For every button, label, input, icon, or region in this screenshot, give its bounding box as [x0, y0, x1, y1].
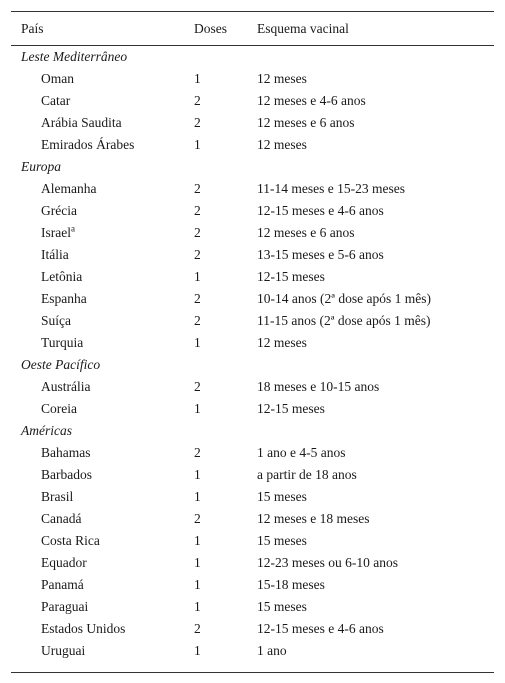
vaccine-schedule-table	[11, 11, 494, 673]
country-name: Turquia	[41, 335, 84, 350]
table-row	[11, 266, 494, 288]
country-cell	[41, 68, 74, 90]
country-cell	[41, 90, 70, 112]
table-row	[11, 90, 494, 112]
table-row	[11, 486, 494, 508]
scheme-cell: 12 meses e 4-6 anos	[257, 93, 366, 108]
table-row	[11, 222, 494, 244]
doses-cell: 1	[194, 401, 201, 416]
table-row	[11, 508, 494, 530]
country-name: Oman	[41, 71, 74, 86]
scheme-cell: 18 meses e 10-15 anos	[257, 379, 380, 394]
country-cell	[41, 464, 92, 486]
scheme-cell: 12 meses	[257, 335, 307, 350]
scheme-cell: 12 meses e 18 meses	[257, 511, 370, 526]
table-row	[11, 640, 494, 662]
scheme-cell: 15 meses	[257, 599, 307, 614]
footnote-marker: a	[70, 223, 75, 234]
country-name: Espanha	[41, 291, 87, 306]
country-cell	[41, 288, 87, 310]
country-name: Estados Unidos	[41, 621, 126, 636]
country-cell	[41, 376, 91, 398]
doses-cell: 2	[194, 379, 201, 394]
country-cell	[41, 332, 83, 354]
region-row	[11, 420, 494, 442]
scheme-cell: 15 meses	[257, 489, 307, 504]
country-cell	[41, 112, 122, 134]
region-label: Américas	[21, 423, 72, 438]
country-name: Coreia	[41, 401, 77, 416]
country-name: Suíça	[41, 313, 71, 328]
table-row	[11, 134, 494, 156]
scheme-cell: 12 meses e 6 anos	[257, 115, 355, 130]
table-row	[11, 398, 494, 420]
country-cell	[41, 508, 81, 530]
doses-cell: 2	[194, 225, 201, 240]
doses-cell: 1	[194, 555, 201, 570]
region-row	[11, 354, 494, 376]
doses-cell: 2	[194, 313, 201, 328]
doses-cell: 1	[194, 643, 201, 658]
country-name: Austrália	[41, 379, 91, 394]
doses-cell: 1	[194, 137, 201, 152]
country-name: Barbados	[41, 467, 92, 482]
country-name: Costa Rica	[41, 533, 100, 548]
country-cell	[41, 530, 100, 552]
table-row	[11, 244, 494, 266]
doses-cell: 1	[194, 599, 201, 614]
scheme-cell: 12-15 meses	[257, 401, 325, 416]
country-cell	[41, 574, 84, 596]
table-row	[11, 112, 494, 134]
scheme-cell: 12 meses	[257, 71, 307, 86]
table-row	[11, 596, 494, 618]
country-cell	[41, 552, 87, 574]
doses-cell: 1	[194, 489, 201, 504]
doses-cell: 2	[194, 181, 201, 196]
country-cell	[41, 596, 88, 618]
table-row	[11, 464, 494, 486]
scheme-cell: 11-14 meses e 15-23 meses	[257, 181, 405, 196]
table-row	[11, 574, 494, 596]
table-row	[11, 376, 494, 398]
scheme-cell: 15 meses	[257, 533, 307, 548]
scheme-cell: a partir de 18 anos	[257, 467, 357, 482]
doses-cell: 1	[194, 467, 201, 482]
region-label: Europa	[21, 159, 61, 174]
country-cell	[41, 178, 96, 200]
table-body	[11, 46, 494, 662]
doses-cell: 2	[194, 115, 201, 130]
table-row	[11, 552, 494, 574]
scheme-cell: 12 meses	[257, 137, 307, 152]
doses-cell: 2	[194, 511, 201, 526]
country-cell	[41, 310, 71, 332]
scheme-cell: 11-15 anos (2ª dose após 1 mês)	[257, 313, 431, 328]
region-label: Leste Mediterrâneo	[21, 49, 128, 64]
scheme-cell: 1 ano	[257, 643, 287, 658]
scheme-cell: 15-18 meses	[257, 577, 325, 592]
region-row	[11, 46, 494, 68]
doses-cell: 1	[194, 71, 201, 86]
table-row	[11, 200, 494, 222]
scheme-cell: 12-23 meses ou 6-10 anos	[257, 555, 398, 570]
country-name: Grécia	[41, 203, 77, 218]
country-cell	[41, 618, 125, 640]
country-cell	[41, 244, 69, 266]
table-row	[11, 332, 494, 354]
country-name: Canadá	[41, 511, 82, 526]
doses-cell: 2	[194, 621, 201, 636]
doses-cell: 2	[194, 247, 201, 262]
table-header-row	[11, 12, 494, 46]
scheme-cell: 13-15 meses e 5-6 anos	[257, 247, 384, 262]
country-cell	[41, 222, 75, 244]
country-name: Paraguai	[41, 599, 89, 614]
country-name: Alemanha	[41, 181, 97, 196]
country-name: Catar	[41, 93, 71, 108]
doses-cell: 1	[194, 335, 201, 350]
table-row	[11, 442, 494, 464]
doses-cell: 1	[194, 577, 201, 592]
country-cell	[41, 486, 73, 508]
country-name: Uruguai	[41, 643, 86, 658]
header-country: País	[21, 21, 44, 36]
scheme-cell: 12 meses e 6 anos	[257, 225, 355, 240]
scheme-cell: 12-15 meses e 4-6 anos	[257, 203, 384, 218]
doses-cell: 2	[194, 203, 201, 218]
table-row	[11, 288, 494, 310]
country-cell	[41, 266, 82, 288]
country-name: Emirados Árabes	[41, 137, 135, 152]
country-name: Brasil	[41, 489, 74, 504]
table-row	[11, 178, 494, 200]
header-scheme: Esquema vacinal	[257, 21, 349, 36]
region-row	[11, 156, 494, 178]
scheme-cell: 12-15 meses	[257, 269, 325, 284]
country-name: Israel	[41, 225, 71, 240]
country-name: Arábia Saudita	[41, 115, 122, 130]
country-name: Itália	[41, 247, 69, 262]
country-cell	[41, 398, 77, 420]
country-name: Letônia	[41, 269, 83, 284]
header-doses: Doses	[194, 21, 227, 36]
country-cell	[41, 200, 77, 222]
doses-cell: 1	[194, 269, 201, 284]
table-row	[11, 68, 494, 90]
doses-cell: 2	[194, 93, 201, 108]
country-cell	[41, 640, 85, 662]
scheme-cell: 1 ano e 4-5 anos	[257, 445, 346, 460]
table-row	[11, 618, 494, 640]
doses-cell: 1	[194, 533, 201, 548]
doses-cell: 2	[194, 291, 201, 306]
table-row	[11, 530, 494, 552]
country-name: Bahamas	[41, 445, 91, 460]
country-cell	[41, 442, 91, 464]
table-row	[11, 310, 494, 332]
country-name: Equador	[41, 555, 87, 570]
scheme-cell: 10-14 anos (2ª dose após 1 mês)	[257, 291, 431, 306]
doses-cell: 2	[194, 445, 201, 460]
country-name: Panamá	[41, 577, 84, 592]
region-label: Oeste Pacífico	[21, 357, 101, 372]
country-cell	[41, 134, 134, 156]
scheme-cell: 12-15 meses e 4-6 anos	[257, 621, 384, 636]
